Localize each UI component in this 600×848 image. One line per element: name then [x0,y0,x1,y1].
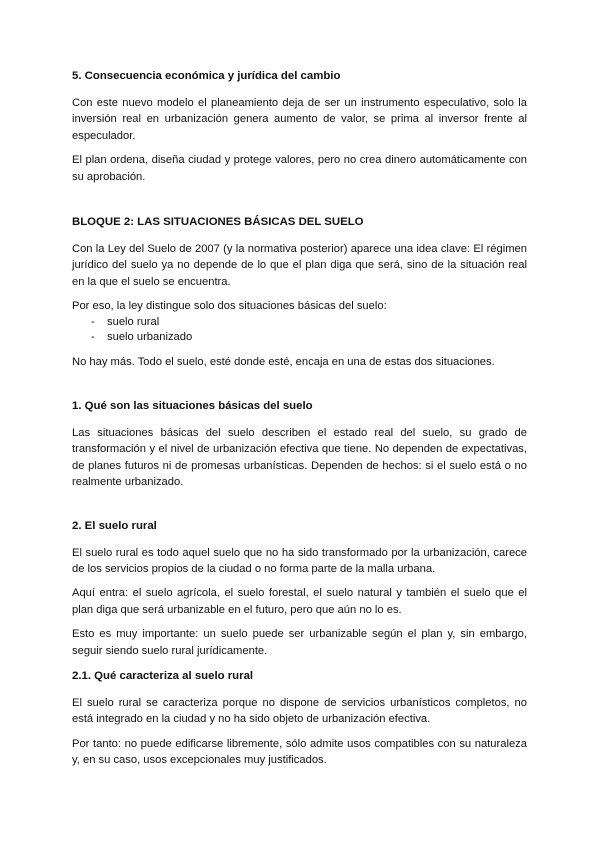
document-page [72,68,527,769]
list-item-label: suelo urbanizado [107,331,193,344]
list-item-label: suelo rural [107,315,160,328]
section-2-1-heading: 2.1. Qué caracteriza al suelo rural [72,669,254,682]
bloque-2-heading: BLOQUE 2: LAS SITUACIONES BÁSICAS DEL SUELO [72,216,364,229]
section-5-paragraph-2: El plan ordena, diseña ciudad y protege valores, pero no crea dinero automáticamente con su aprobación. [72,154,527,183]
bloque-2-paragraph-3: No hay más. Todo el suelo, esté donde esté, encaja en una de estas dos situaciones. [72,356,495,369]
section-1-paragraph-1: Las situaciones básicas del suelo describen el estado real del suelo, su grado de transformación y el nivel de urbanización efectiva que tiene. No dependen de expectativas, de planes futuros ni de promesas urbanísticas. Dependen de hechos: si el suelo está o no realmente urbanizado. [72,426,527,489]
section-1-heading: 1. Qué son las situaciones básicas del suelo [72,399,313,412]
section-2-paragraph-2: Aquí entra: el suelo agrícola, el suelo forestal, el suelo natural y también el suelo que el plan diga que será urbanizable en el futuro, pero que aún no lo es. [72,587,527,616]
situaciones-list [72,315,527,346]
bloque-2-paragraph-1: Con la Ley del Suelo de 2007 (y la normativa posterior) aparece una idea clave: El régimen jurídico del suelo ya no depende de lo que el plan diga que será, sino de la situación real en la que el suelo se encuentra. [72,243,527,288]
dash-marker: - [91,331,95,344]
bloque-2-paragraph-2: Por eso, la ley distingue solo dos situaciones básicas del suelo: [72,300,387,313]
section-5-heading: 5. Consecuencia económica y jurídica del cambio [72,70,341,82]
list-item [72,330,527,345]
dash-marker: - [91,315,95,328]
list-item [72,315,527,330]
section-2-1-paragraph-2: Por tanto: no puede edificarse libremente, sólo admite usos compatibles con su naturaleza y, en su caso, usos excepcionales muy justificados. [72,737,527,767]
section-2-heading: 2. El suelo rural [72,519,157,532]
section-2-paragraph-3: Esto es muy importante: un suelo puede ser urbanizable según el plan y, sin embargo, seguir siendo suelo rural jurídicamente. [72,628,527,657]
section-5-paragraph-1: Con este nuevo modelo el planeamiento deja de ser un instrumento especulativo, solo la inversión real en urbanización genera aumento de valor, se prima al inversor frente al especulador. [72,97,527,142]
section-2-1-paragraph-1: El suelo rural se caracteriza porque no dispone de servicios urbanísticos completos, no está integrado en la ciudad y no ha sido objeto de urbanización efectiva. [72,696,527,726]
section-2-paragraph-1: El suelo rural es todo aquel suelo que no ha sido transformado por la urbanización, carece de los servicios propios de la ciudad o no forma parte de la malla urbana. [72,546,527,575]
